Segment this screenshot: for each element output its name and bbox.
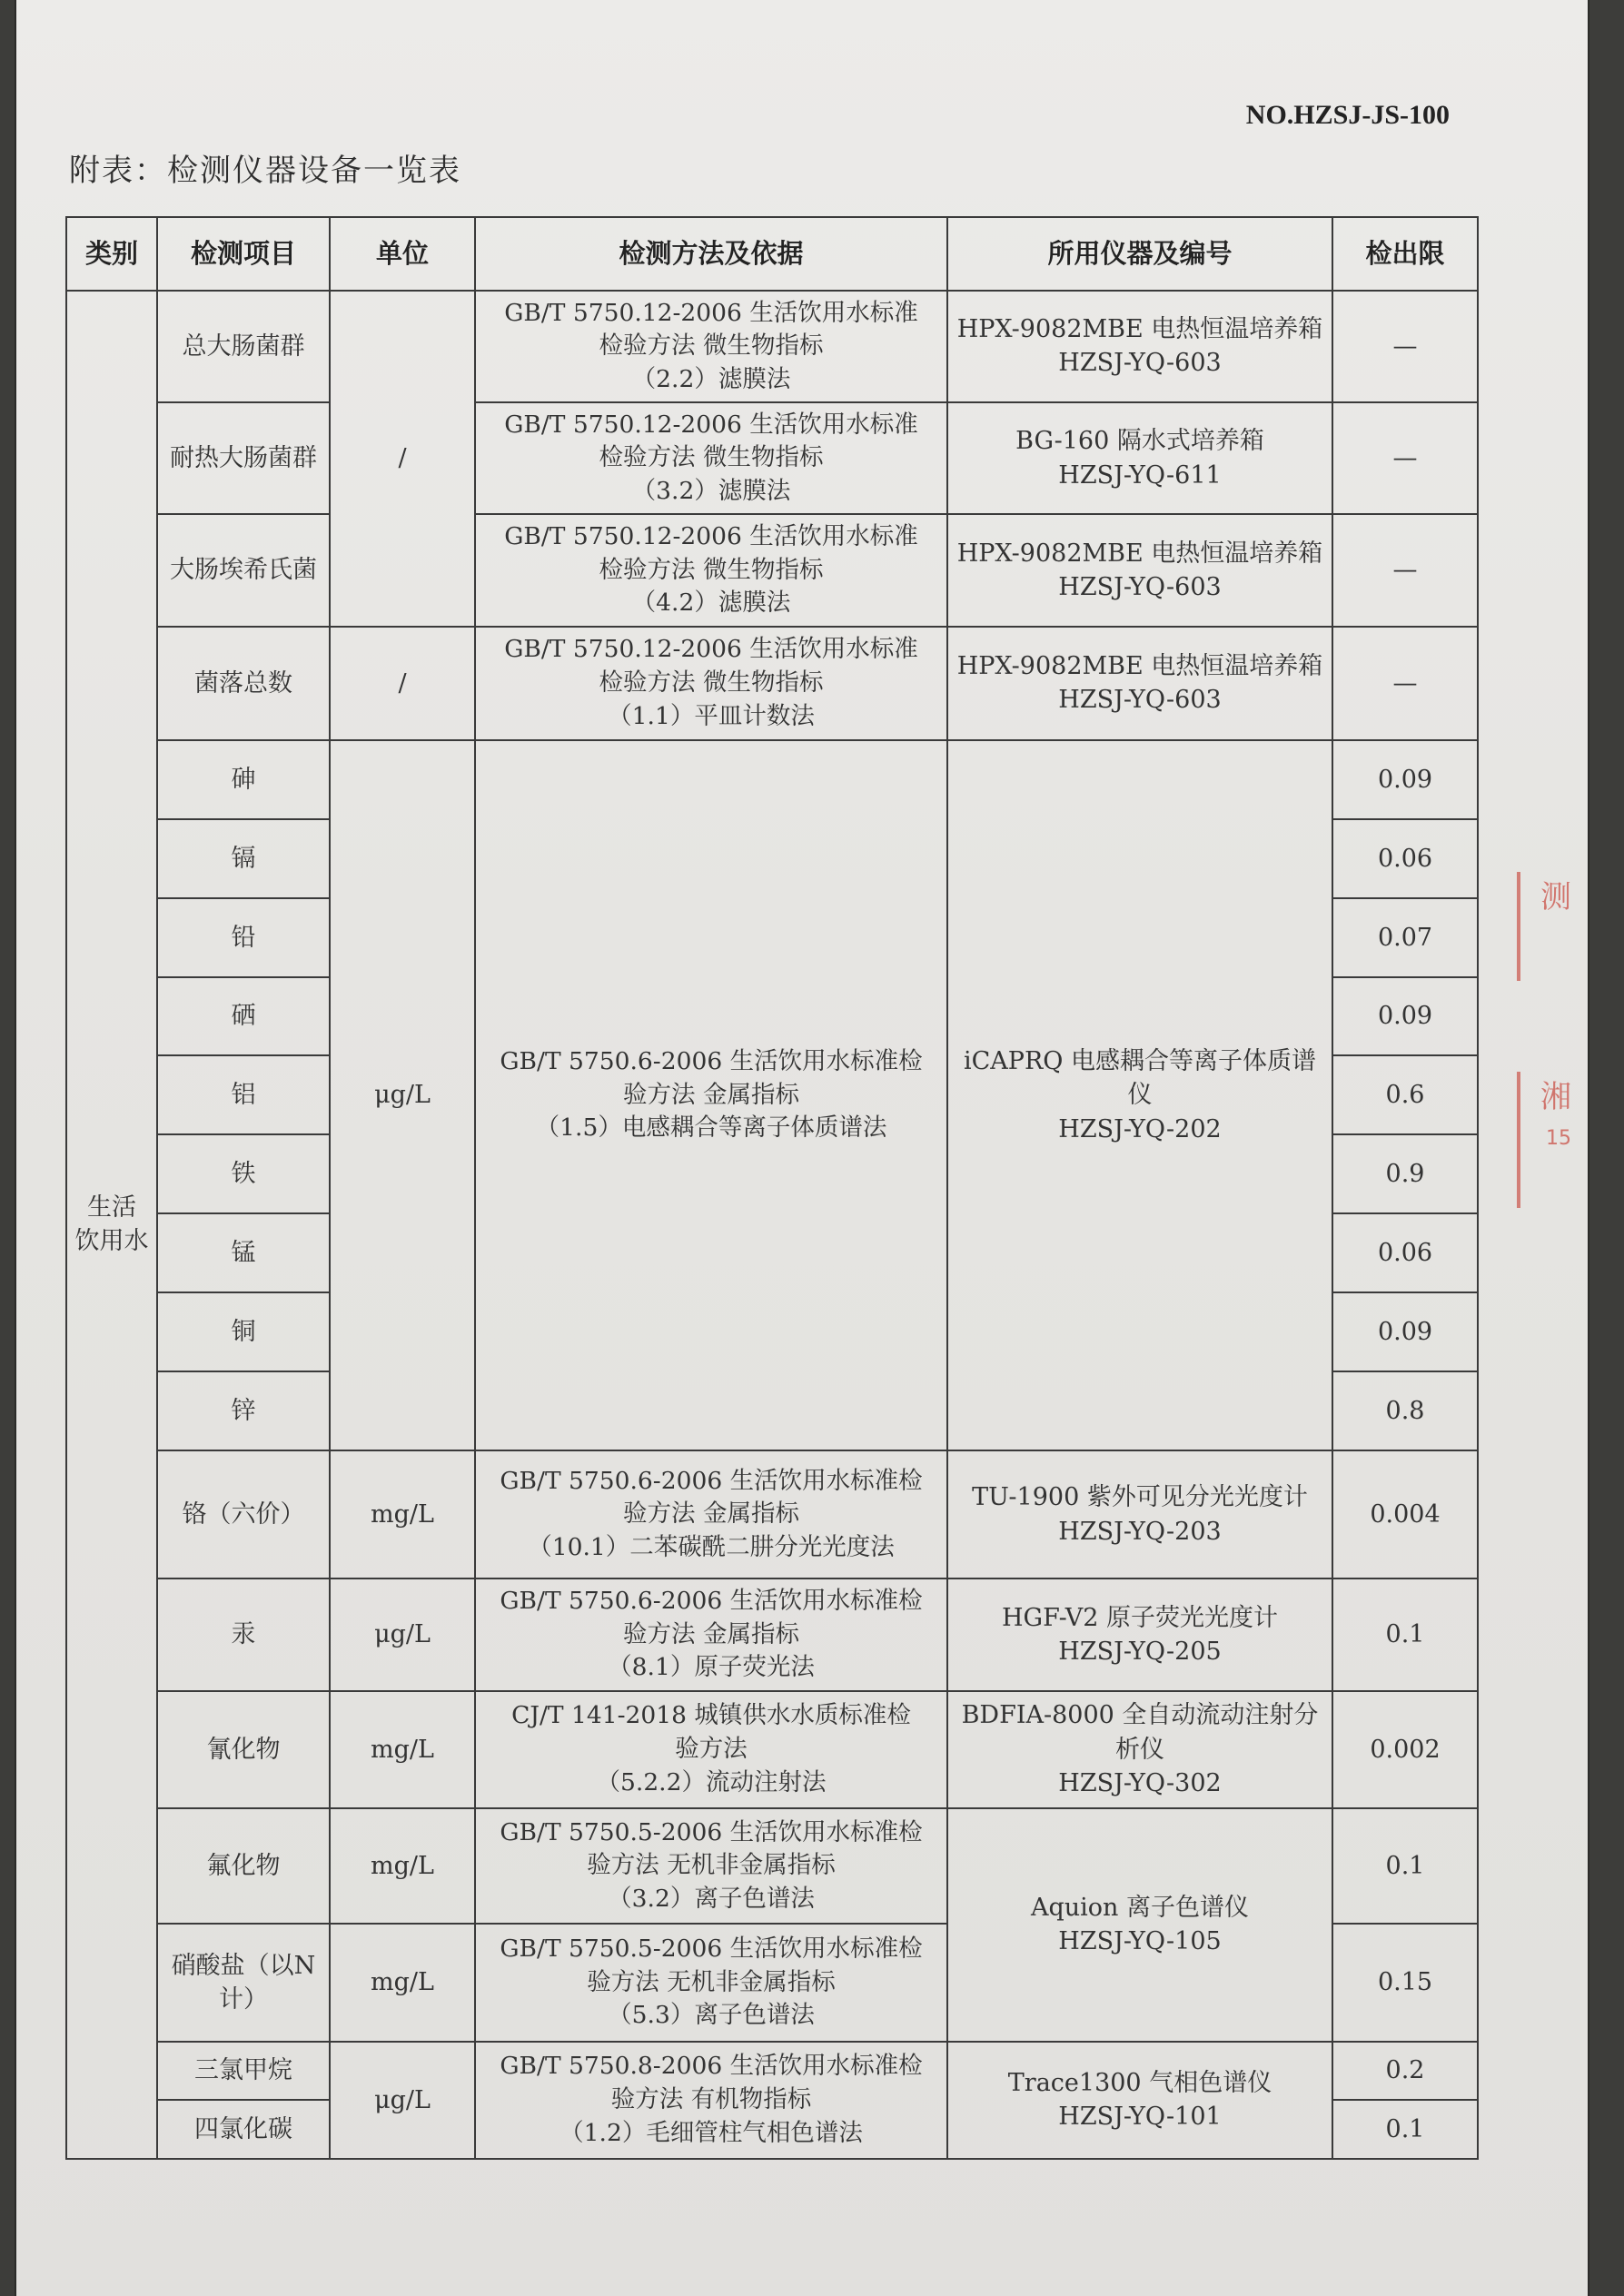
table-row <box>66 1808 1478 1924</box>
header-unit: 单位 <box>330 217 475 291</box>
header-instrument: 所用仪器及编号 <box>947 217 1332 291</box>
limit-cell: 0.15 <box>1332 1924 1478 2041</box>
header-item: 检测项目 <box>157 217 330 291</box>
item-cell: 铝 <box>157 1055 330 1134</box>
document-number: NO.HZSJ-JS-100 <box>1245 100 1450 130</box>
header-category: 类别 <box>66 217 157 291</box>
method-cell: CJ/T 141-2018 城镇供水水质标准检 验方法 （5.2.2）流动注射法 <box>475 1691 947 1808</box>
instrument-table <box>65 216 1479 2160</box>
item-cell: 硝酸盐（以N 计） <box>157 1924 330 2041</box>
table-row <box>66 2042 1478 2101</box>
limit-cell: 0.09 <box>1332 1292 1478 1371</box>
method-cell: GB/T 5750.12-2006 生活饮用水标准 检验方法 微生物指标 （3.2）滤膜法 <box>475 402 947 514</box>
method-cell: GB/T 5750.6-2006 生活饮用水标准检 验方法 金属指标 （10.1）二苯碳酰二肼分光光度法 <box>475 1450 947 1578</box>
instrument-cell: HGF-V2 原子荧光光度计 HZSJ-YQ-205 <box>947 1578 1332 1690</box>
table-row <box>66 291 1478 402</box>
limit-cell: — <box>1332 627 1478 740</box>
item-cell: 铜 <box>157 1292 330 1371</box>
method-cell: GB/T 5750.6-2006 生活饮用水标准检 验方法 金属指标 （1.5）电感耦合等离子体质谱法 <box>475 740 947 1450</box>
header-method: 检测方法及依据 <box>475 217 947 291</box>
limit-cell: 0.1 <box>1332 1578 1478 1690</box>
method-cell: GB/T 5750.5-2006 生活饮用水标准检 验方法 无机非金属指标 （5.3）离子色谱法 <box>475 1924 947 2041</box>
method-cell: GB/T 5750.12-2006 生活饮用水标准 检验方法 微生物指标 （4.2）滤膜法 <box>475 514 947 626</box>
item-cell: 四氯化碳 <box>157 2100 330 2159</box>
table-row <box>66 1578 1478 1690</box>
unit-cell: mg/L <box>330 1924 475 2041</box>
table-row <box>66 1450 1478 1578</box>
table-row <box>66 514 1478 626</box>
limit-cell: 0.6 <box>1332 1055 1478 1134</box>
item-cell: 大肠埃希氏菌 <box>157 514 330 626</box>
table-row <box>66 627 1478 740</box>
unit-cell: mg/L <box>330 1450 475 1578</box>
limit-cell: 0.06 <box>1332 1213 1478 1292</box>
method-cell: GB/T 5750.12-2006 生活饮用水标准 检验方法 微生物指标 （1.1）平皿计数法 <box>475 627 947 740</box>
item-cell: 铬（六价） <box>157 1450 330 1578</box>
item-cell: 砷 <box>157 740 330 819</box>
item-cell: 总大肠菌群 <box>157 291 330 402</box>
item-cell: 镉 <box>157 819 330 898</box>
header-limit: 检出限 <box>1332 217 1478 291</box>
limit-cell: 0.09 <box>1332 977 1478 1056</box>
unit-cell: mg/L <box>330 1808 475 1924</box>
unit-cell: / <box>330 627 475 740</box>
item-cell: 三氯甲烷 <box>157 2042 330 2101</box>
unit-cell: μg/L <box>330 1578 475 1690</box>
limit-cell: 0.09 <box>1332 740 1478 819</box>
instrument-cell: HPX-9082MBE 电热恒温培养箱 HZSJ-YQ-603 <box>947 291 1332 402</box>
item-cell: 锌 <box>157 1371 330 1450</box>
table-caption: 附表：检测仪器设备一览表 <box>69 153 461 189</box>
item-cell: 锰 <box>157 1213 330 1292</box>
limit-cell: 0.07 <box>1332 898 1478 977</box>
method-cell: GB/T 5750.5-2006 生活饮用水标准检 验方法 无机非金属指标 （3.2）离子色谱法 <box>475 1808 947 1924</box>
limit-cell: 0.1 <box>1332 2100 1478 2159</box>
item-cell: 铅 <box>157 898 330 977</box>
method-cell: GB/T 5750.8-2006 生活饮用水标准检 验方法 有机物指标 （1.2）毛细管柱气相色谱法 <box>475 2042 947 2159</box>
red-stamp-fragment: 测 <box>1517 872 1571 981</box>
instrument-cell: BDFIA-8000 全自动流动注射分 析仪 HZSJ-YQ-302 <box>947 1691 1332 1808</box>
instrument-cell: TU-1900 紫外可见分光光度计 HZSJ-YQ-203 <box>947 1450 1332 1578</box>
unit-cell: μg/L <box>330 2042 475 2159</box>
limit-cell: 0.9 <box>1332 1134 1478 1213</box>
instrument-cell: Trace1300 气相色谱仪 HZSJ-YQ-101 <box>947 2042 1332 2159</box>
instrument-cell: BG-160 隔水式培养箱 HZSJ-YQ-611 <box>947 402 1332 514</box>
unit-cell: μg/L <box>330 740 475 1450</box>
table-row <box>66 1691 1478 1808</box>
item-cell: 耐热大肠菌群 <box>157 402 330 514</box>
document-page <box>16 0 1588 2296</box>
limit-cell: 0.002 <box>1332 1691 1478 1808</box>
item-cell: 硒 <box>157 977 330 1056</box>
limit-cell: 0.2 <box>1332 2042 1478 2101</box>
item-cell: 汞 <box>157 1578 330 1690</box>
instrument-cell: Aquion 离子色谱仪 HZSJ-YQ-105 <box>947 1808 1332 2042</box>
instrument-cell: HPX-9082MBE 电热恒温培养箱 HZSJ-YQ-603 <box>947 514 1332 626</box>
table-row <box>66 402 1478 514</box>
instrument-cell: iCAPRQ 电感耦合等离子体质谱 仪 HZSJ-YQ-202 <box>947 740 1332 1450</box>
limit-cell: — <box>1332 291 1478 402</box>
limit-cell: — <box>1332 402 1478 514</box>
item-cell: 菌落总数 <box>157 627 330 740</box>
item-cell: 氰化物 <box>157 1691 330 1808</box>
limit-cell: — <box>1332 514 1478 626</box>
limit-cell: 0.06 <box>1332 819 1478 898</box>
item-cell: 铁 <box>157 1134 330 1213</box>
table-row <box>66 740 1478 819</box>
limit-cell: 0.8 <box>1332 1371 1478 1450</box>
method-cell: GB/T 5750.6-2006 生活饮用水标准检 验方法 金属指标 （8.1）原子荧光法 <box>475 1578 947 1690</box>
limit-cell: 0.1 <box>1332 1808 1478 1924</box>
item-cell: 氟化物 <box>157 1808 330 1924</box>
unit-cell: / <box>330 291 475 627</box>
instrument-cell: HPX-9082MBE 电热恒温培养箱 HZSJ-YQ-603 <box>947 627 1332 740</box>
method-cell: GB/T 5750.12-2006 生活饮用水标准 检验方法 微生物指标 （2.2）滤膜法 <box>475 291 947 402</box>
red-stamp-fragment-lower: 湘 15 <box>1517 1072 1571 1208</box>
unit-cell: mg/L <box>330 1691 475 1808</box>
table-header-row <box>66 217 1478 291</box>
limit-cell: 0.004 <box>1332 1450 1478 1578</box>
category-cell: 生活 饮用水 <box>66 291 157 2159</box>
